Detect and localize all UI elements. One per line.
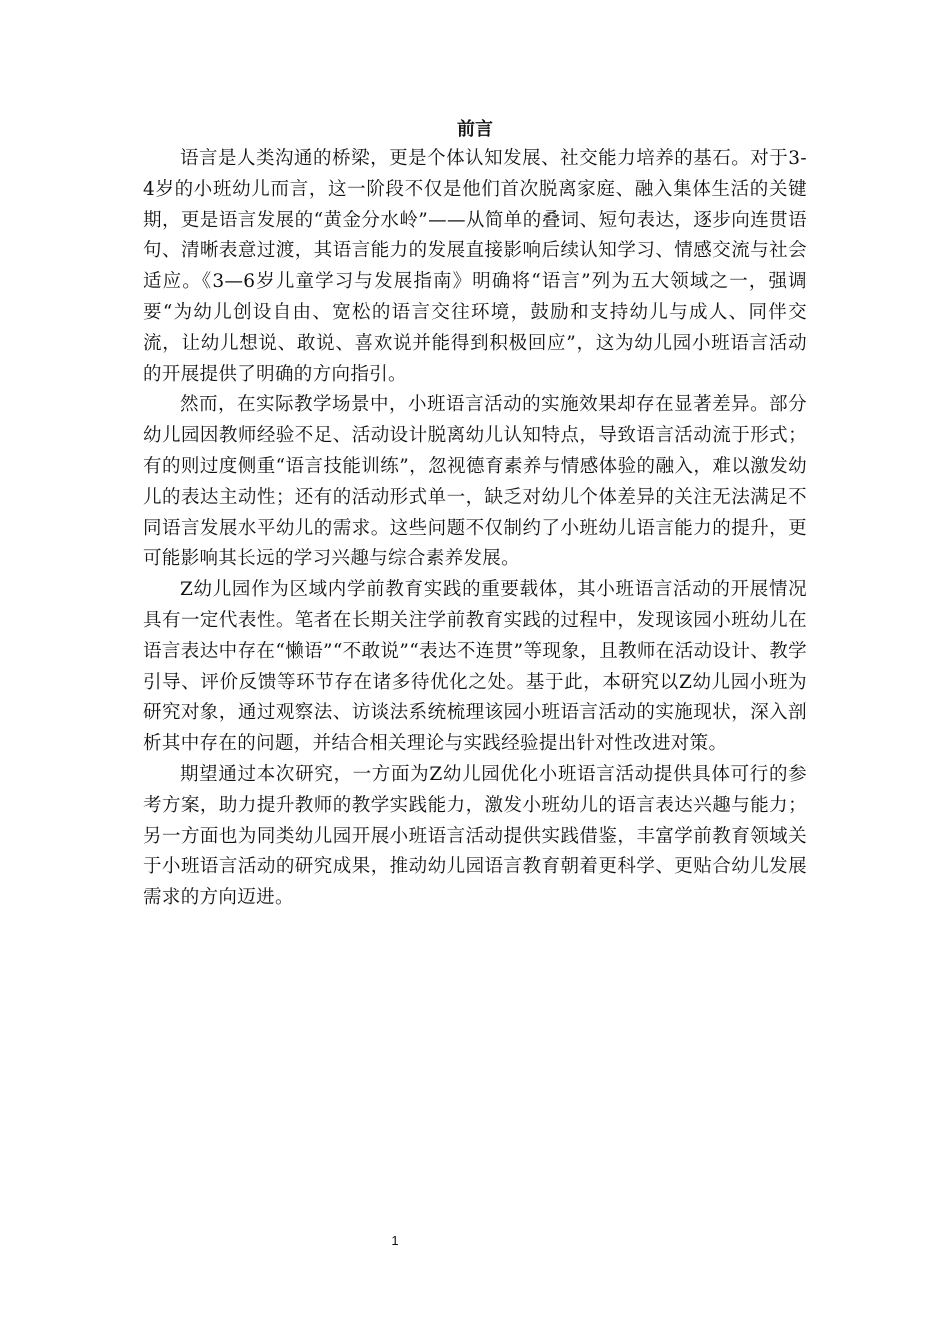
paragraph-3: Z幼儿园作为区域内学前教育实践的重要载体，其小班语言活动的开展情况具有一定代表性。笔者在长期关注学前教育实践的过程中，发现该园小班幼儿在语言表达中存在“懒语”“不敢说”“表达不连贯”等现象，且教师在活动设计、教学引导、评价反馈等环节存在诸多待优化之处。基于此，本研究以Z幼儿园小班为研究对象，通过观察法、访谈法系统梳理该园小班语言活动的实施现状，深入剖析其中存在的问题，并结合相关理论与实践经验提出针对性改进对策。 — [143, 579, 807, 755]
document-body — [143, 144, 807, 914]
paragraph-1: 语言是人类沟通的桥梁，更是个体认知发展、社交能力培养的基石。对于3-4岁的小班幼儿而言，这一阶段不仅是他们首次脱离家庭、融入集体生活的关键期，更是语言发展的“黄金分水岭”——从简单的叠词、短句表达，逐步向连贯语句、清晰表意过渡，其语言能力的发展直接影响后续认知学习、情感交流与社会适应。《3—6岁儿童学习与发展指南》明确将“语言”列为五大领域之一，强调要“为幼儿创设自由、宽松的语言交往环境，鼓励和支持幼儿与成人、同伴交流，让幼儿想说、敢说、喜欢说并能得到积极回应”，这为幼儿园小班语言活动的开展提供了明确的方向指引。 — [143, 148, 807, 385]
paragraph-4: 期望通过本次研究，一方面为Z幼儿园优化小班语言活动提供具体可行的参考方案，助力提升教师的教学实践能力，激发小班幼儿的语言表达兴趣与能力；另一方面也为同类幼儿园开展小班语言活动提供实践借鉴，丰富学前教育领域关于小班语言活动的研究成果，推动幼儿园语言教育朝着更科学、更贴合幼儿发展需求的方向迈进。 — [143, 763, 807, 909]
page-title: 前言 — [457, 119, 493, 140]
page-number: 1 — [391, 1233, 399, 1248]
paragraph-2: 然而，在实际教学场景中，小班语言活动的实施效果却存在显著差异。部分幼儿园因教师经验不足、活动设计脱离幼儿认知特点，导致语言活动流于形式；有的则过度侧重“语言技能训练”，忽视德育素养与情感体验的融入，难以激发幼儿的表达主动性；还有的活动形式单一，缺乏对幼儿个体差异的关注无法满足不同语言发展水平幼儿的需求。这些问题不仅制约了小班幼儿语言能力的提升，更可能影响其长远的学习兴趣与综合素养发展。 — [143, 394, 807, 570]
